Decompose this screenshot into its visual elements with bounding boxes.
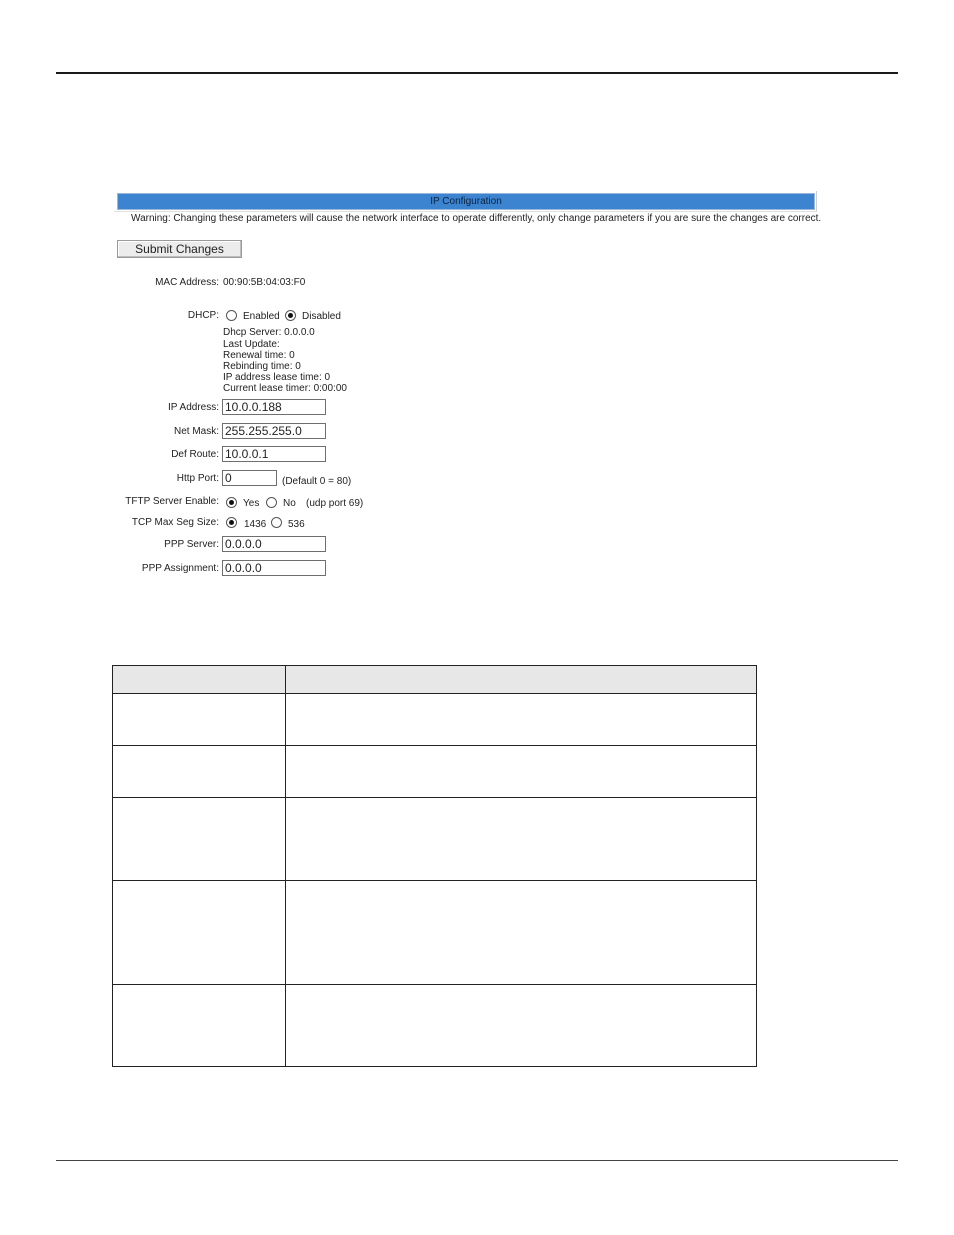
- tcp-mss-536-label: 536: [288, 519, 305, 530]
- dhcp-lease-timer: Current lease timer: 0:00:00: [223, 383, 347, 394]
- dhcp-enabled-label: Enabled: [243, 311, 280, 322]
- table-cell: [286, 881, 756, 984]
- http-port-field[interactable]: [222, 470, 277, 486]
- def-route-label: Def Route:: [171, 449, 219, 460]
- warning-text: Warning: Changing these parameters will cause the network interface to operate differently, only change parameters if you are sure the changes are correct.: [131, 213, 822, 224]
- tftp-label: TFTP Server Enable:: [125, 496, 219, 507]
- mac-address-value: 00:90:5B:04:03:F0: [223, 277, 306, 288]
- mac-address-label: MAC Address:: [155, 277, 219, 288]
- def-route-field[interactable]: [222, 446, 326, 462]
- table-cell: [113, 746, 286, 797]
- tftp-yes-label: Yes: [243, 498, 260, 509]
- http-port-hint: (Default 0 = 80): [282, 476, 352, 487]
- tcp-mss-536-radio[interactable]: [271, 517, 282, 528]
- ppp-server-field[interactable]: [222, 536, 326, 552]
- http-port-label: Http Port:: [176, 473, 219, 484]
- tftp-hint: (udp port 69): [306, 498, 364, 509]
- ppp-assignment-label: PPP Assignment:: [141, 563, 219, 574]
- ppp-server-label: PPP Server:: [164, 539, 219, 550]
- dhcp-rebinding-time: Rebinding time: 0: [223, 361, 301, 372]
- tcp-mss-label: TCP Max Seg Size:: [131, 517, 219, 528]
- net-mask-field[interactable]: [222, 423, 326, 439]
- dhcp-lease-time: IP address lease time: 0: [223, 372, 331, 383]
- table-cell: [113, 985, 286, 1066]
- page-top-rule: [56, 72, 898, 74]
- dhcp-server-info: Dhcp Server: 0.0.0.0: [223, 327, 315, 338]
- table-cell: [286, 985, 756, 1066]
- table-row: [113, 694, 756, 746]
- table-cell: [113, 694, 286, 745]
- table-cell: [113, 881, 286, 984]
- dhcp-disabled-label: Disabled: [302, 311, 341, 322]
- table-header: [113, 666, 756, 694]
- ppp-assignment-field[interactable]: [222, 560, 326, 576]
- dhcp-enabled-radio[interactable]: [226, 310, 237, 321]
- dhcp-last-update: Last Update:: [223, 339, 280, 350]
- table-cell: [286, 798, 756, 880]
- table-header-cell: [113, 666, 286, 693]
- net-mask-label: Net Mask:: [173, 426, 219, 437]
- table-row: [113, 985, 756, 1066]
- table-cell: [286, 694, 756, 745]
- tcp-mss-1436-label: 1436: [244, 519, 267, 530]
- table-row: [113, 881, 756, 985]
- panel-title: IP Configuration: [117, 193, 815, 210]
- tcp-mss-1436-radio[interactable]: [226, 517, 237, 528]
- tftp-yes-radio[interactable]: [226, 497, 237, 508]
- parameter-table: [112, 665, 757, 1067]
- dhcp-disabled-radio[interactable]: [285, 310, 296, 321]
- table-cell: [113, 798, 286, 880]
- table-cell: [286, 746, 756, 797]
- ip-address-field[interactable]: [222, 399, 326, 415]
- tftp-no-radio[interactable]: [266, 497, 277, 508]
- tftp-no-label: No: [283, 498, 296, 509]
- table-row: [113, 798, 756, 881]
- table-row: [113, 746, 756, 798]
- dhcp-label: DHCP:: [187, 310, 219, 321]
- dhcp-renewal-time: Renewal time: 0: [223, 350, 295, 361]
- ip-address-label: IP Address:: [168, 402, 219, 413]
- submit-changes-button[interactable]: Submit Changes: [117, 240, 242, 258]
- table-header-cell: [286, 666, 756, 693]
- page-bottom-rule: [56, 1160, 898, 1161]
